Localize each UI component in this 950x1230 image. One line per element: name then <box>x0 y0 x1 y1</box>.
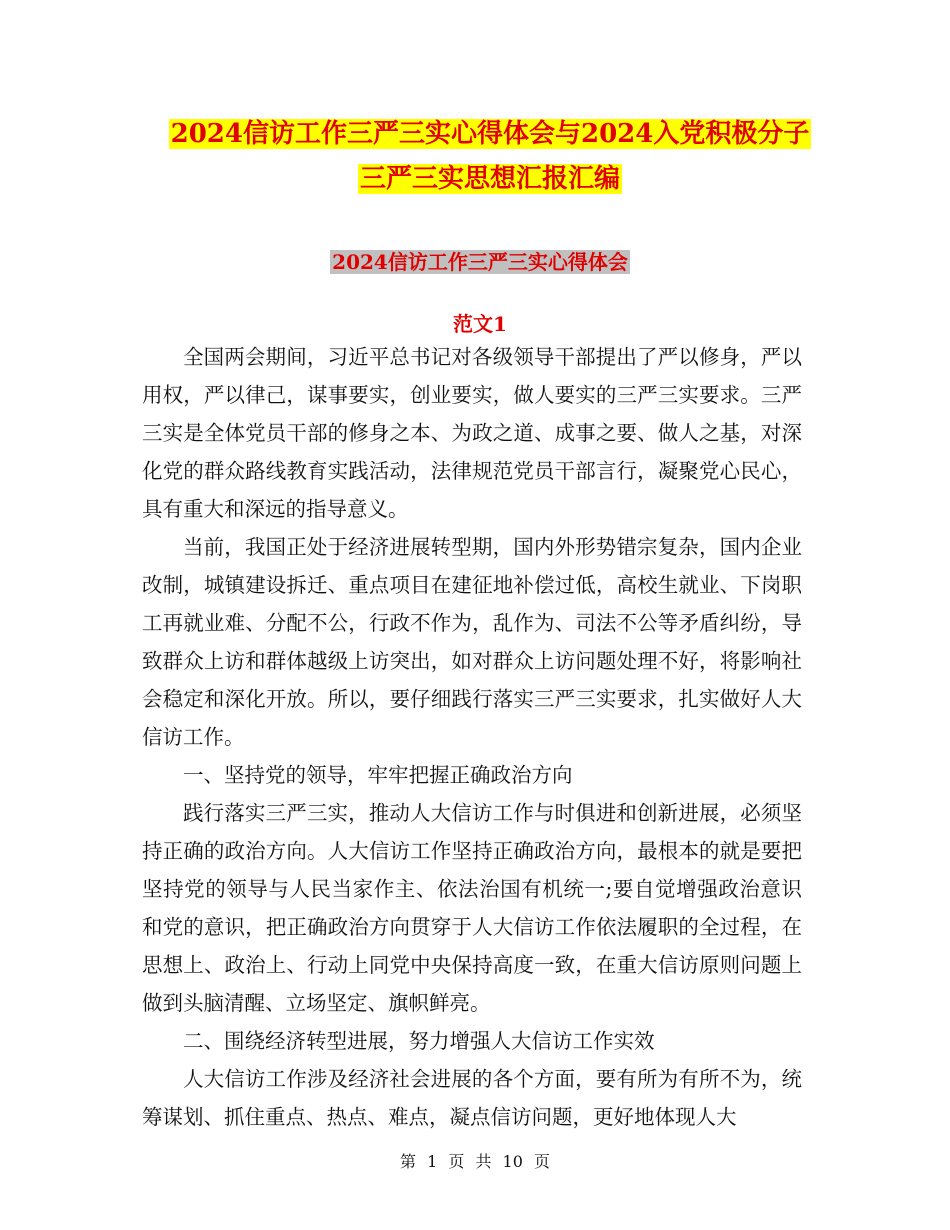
title-line-2: 三严三实思想汇报汇编 <box>359 164 620 194</box>
document-title <box>140 112 840 202</box>
paragraph-5-heading: 二、围绕经济转型进展，努力增强人大信访工作实效 <box>183 1029 655 1053</box>
title-line-1: 2024信访工作三严三实心得体会与2024入党积极分子 <box>170 119 810 149</box>
essay-label: 范文1 <box>453 312 507 336</box>
section-title-text: 2024信访工作三严三实心得体会 <box>332 250 628 274</box>
paragraph-2: 当前，我国正处于经济进展转型期，国内外形势错宗复杂，国内企业改制，城镇建设拆迁、重点项目在建征地补偿过低，高校生就业、下岗职工再就业难、分配不公，行政不作为，乱作为、司法不公等矛盾纠纷，导致群众上访和群体越级上访突出，如对群众上访问题处理不好，将影响社会稳定和深化开放。所以，要仔细践行落实三严三实要求，扎实做好人大信访工作。 <box>142 535 802 749</box>
paragraph-6: 人大信访工作涉及经济社会进展的各个方面，要有所为有所不为，统筹谋划、抓住重点、热点、难点，凝点信访问题，更好地体现人大 <box>142 1067 802 1129</box>
paragraph-3-heading: 一、坚持党的领导，牢牢把握正确政治方向 <box>183 763 573 787</box>
section-title <box>140 246 820 278</box>
body-text <box>142 338 802 1136</box>
paragraph-4: 践行落实三严三实，推动人大信访工作与时俱进和创新进展，必须坚持正确的政治方向。人大信访工作坚持正确政治方向，最根本的就是要把坚持党的领导与人民当家作主、依法治国有机统一;要自觉增强政治意识和党的意识，把正确政治方向贯穿于人大信访工作依法履职的全过程，在思想上、政治上、行动上同党中央保持高度一致，在重大信访原则问题上做到头脑清醒、立场坚定、旗帜鲜亮。 <box>142 801 802 1015</box>
page-footer: 第 1 页 共 10 页 <box>400 1152 550 1171</box>
paragraph-1: 全国两会期间，习近平总书记对各级领导干部提出了严以修身，严以用权，严以律己，谋事要实，创业要实，做人要实的三严三实要求。三严三实是全体党员干部的修身之本、为政之道、成事之要、做人之基，对深化党的群众路线教育实践活动，法律规范党员干部言行，凝聚党心民心，具有重大和深远的指导意义。 <box>142 345 802 521</box>
